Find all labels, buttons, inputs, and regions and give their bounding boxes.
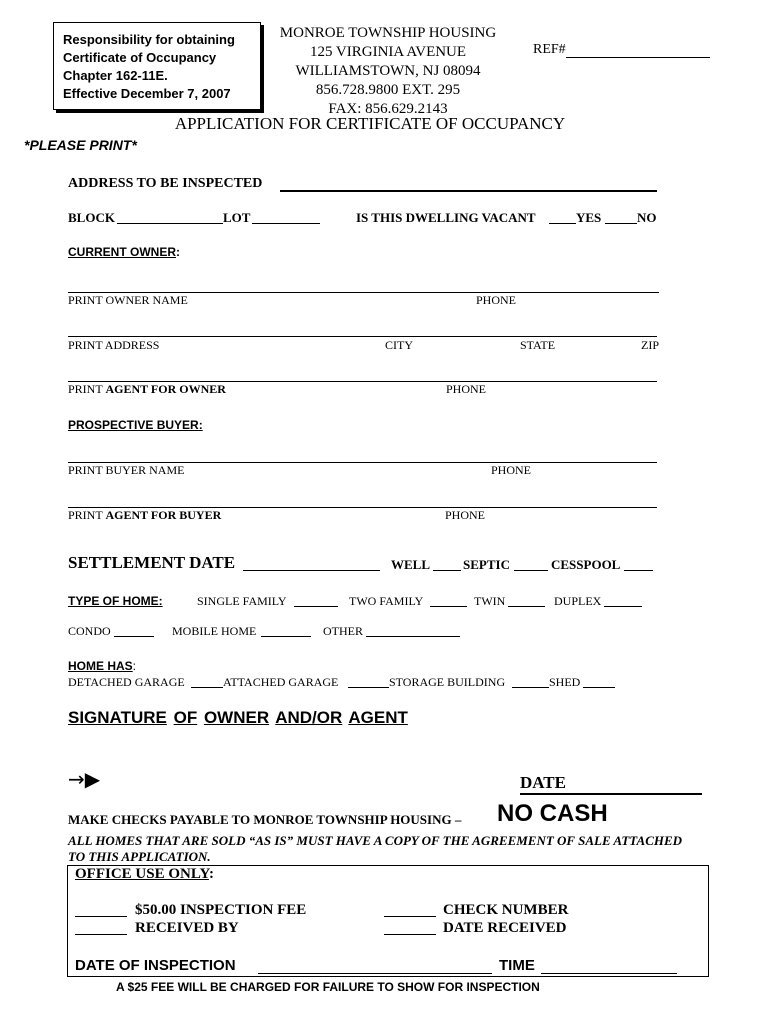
agency-street: 125 VIRGINIA AVENUE bbox=[309, 44, 467, 60]
owner-address-line bbox=[68, 336, 657, 337]
storage-building-label: STORAGE BUILDING bbox=[389, 675, 506, 689]
agency-fax: FAX: 856.629.2143 bbox=[328, 101, 448, 117]
agency-phone: 856.728.9800 EXT. 295 bbox=[315, 82, 461, 98]
date-received-line[interactable] bbox=[384, 934, 436, 935]
owner-address-label: PRINT ADDRESS bbox=[68, 338, 160, 352]
owner-agent-text: AGENT FOR OWNER bbox=[105, 382, 226, 396]
ref-input[interactable] bbox=[566, 42, 710, 58]
other-line bbox=[366, 636, 460, 637]
single-family-label: SINGLE FAMILY bbox=[197, 594, 287, 608]
owner-agent-input[interactable] bbox=[68, 365, 657, 381]
buyer-agent-input[interactable] bbox=[68, 491, 657, 507]
vacant-yes-line[interactable] bbox=[549, 223, 576, 224]
owner-agent-label bbox=[68, 382, 226, 397]
two-family-line[interactable] bbox=[430, 606, 467, 607]
home-has-colon: : bbox=[132, 659, 137, 673]
signature-word-3: OWNER bbox=[203, 708, 270, 727]
signature-word-2: OF bbox=[173, 708, 198, 727]
date-of-inspection-label: DATE OF INSPECTION bbox=[75, 957, 236, 974]
duplex-label: DUPLEX bbox=[554, 594, 602, 608]
attached-garage-label: ATTACHED GARAGE bbox=[223, 675, 339, 689]
address-input[interactable] bbox=[280, 174, 657, 190]
buyer-name-input[interactable] bbox=[68, 446, 657, 462]
responsibility-line-2: Certificate of Occupancy bbox=[63, 50, 217, 65]
block-line bbox=[117, 223, 223, 224]
lot-label: LOT bbox=[223, 210, 251, 225]
checks-payable-text: MAKE CHECKS PAYABLE TO MONROE TOWNSHIP HOUSING – bbox=[68, 812, 462, 827]
current-owner-colon: : bbox=[176, 245, 180, 259]
other-input[interactable] bbox=[366, 621, 460, 637]
cesspool-line[interactable] bbox=[624, 570, 653, 571]
buyer-phone-label: PHONE bbox=[491, 463, 532, 477]
signature-date-label: DATE bbox=[520, 773, 566, 792]
signature-input[interactable] bbox=[96, 776, 496, 792]
owner-phone-label: PHONE bbox=[476, 293, 517, 307]
signature-date-line[interactable] bbox=[520, 793, 702, 795]
signature-word-4: AND/OR bbox=[275, 708, 343, 727]
owner-name-input[interactable] bbox=[68, 276, 659, 292]
address-line bbox=[280, 190, 657, 192]
prospective-buyer-heading: PROSPECTIVE BUYER: bbox=[68, 418, 203, 432]
settlement-input[interactable] bbox=[243, 555, 380, 571]
agency-city: WILLIAMSTOWN, NJ 08094 bbox=[295, 63, 481, 79]
settlement-label: SETTLEMENT DATE bbox=[68, 553, 236, 572]
twin-label: TWIN bbox=[474, 594, 506, 608]
two-family-label: TWO FAMILY bbox=[349, 594, 424, 608]
ref-line bbox=[566, 57, 710, 58]
condo-label: CONDO bbox=[68, 624, 111, 638]
responsibility-line-4: Effective December 7, 2007 bbox=[63, 86, 231, 101]
well-line[interactable] bbox=[433, 570, 461, 571]
check-number-line[interactable] bbox=[384, 916, 436, 917]
mobile-home-line[interactable] bbox=[261, 636, 311, 637]
office-use-colon: : bbox=[208, 866, 214, 882]
shed-line[interactable] bbox=[583, 687, 615, 688]
agency-name: MONROE TOWNSHIP HOUSING bbox=[279, 25, 497, 41]
check-number-label: CHECK NUMBER bbox=[443, 902, 569, 918]
signature-heading bbox=[68, 708, 408, 728]
time-label: TIME bbox=[499, 957, 535, 974]
office-use-heading-text: OFFICE USE ONLY bbox=[75, 866, 209, 882]
time-input[interactable] bbox=[541, 957, 677, 973]
ref-label: REF# bbox=[533, 42, 566, 57]
duplex-line[interactable] bbox=[604, 606, 642, 607]
vacant-yes-label: YES bbox=[576, 210, 602, 225]
buyer-name-label: PRINT BUYER NAME bbox=[68, 463, 185, 477]
block-label: BLOCK bbox=[68, 210, 115, 225]
detached-garage-line[interactable] bbox=[191, 687, 223, 688]
vacant-no-label: NO bbox=[637, 210, 657, 225]
date-received-label: DATE RECEIVED bbox=[443, 920, 567, 936]
shed-label: SHED bbox=[549, 675, 581, 689]
form-title: APPLICATION FOR CERTIFICATE OF OCCUPANCY bbox=[174, 114, 566, 133]
as-is-line-2: TO THIS APPLICATION. bbox=[68, 849, 211, 864]
owner-agent-phone-label: PHONE bbox=[446, 382, 487, 396]
received-by-line[interactable] bbox=[75, 934, 127, 935]
lot-line bbox=[252, 223, 320, 224]
buyer-agent-phone-label: PHONE bbox=[445, 508, 486, 522]
current-owner-heading-text: CURRENT OWNER bbox=[68, 245, 176, 259]
owner-state-label: STATE bbox=[520, 338, 556, 352]
please-print: *PLEASE PRINT* bbox=[24, 137, 137, 153]
owner-address-input[interactable] bbox=[68, 320, 657, 336]
agency-header bbox=[268, 24, 508, 119]
time-line bbox=[541, 973, 677, 974]
vacant-label: IS THIS DWELLING VACANT bbox=[356, 210, 536, 225]
date-of-inspection-line bbox=[258, 973, 492, 974]
current-owner-heading bbox=[68, 245, 180, 259]
buyer-agent-prefix: PRINT bbox=[68, 508, 106, 522]
no-show-fee-notice: A $25 FEE WILL BE CHARGED FOR FAILURE TO SHOW FOR INSPECTION bbox=[116, 980, 540, 994]
owner-zip-label: ZIP bbox=[641, 338, 659, 352]
condo-line[interactable] bbox=[114, 636, 154, 637]
cesspool-label: CESSPOOL bbox=[551, 557, 621, 572]
buyer-agent-text: AGENT FOR BUYER bbox=[105, 508, 222, 522]
type-of-home-heading: TYPE OF HOME: bbox=[68, 594, 163, 608]
well-label: WELL bbox=[391, 557, 431, 572]
vacant-no-line[interactable] bbox=[605, 223, 637, 224]
signature-word-5: AGENT bbox=[348, 708, 408, 727]
mobile-home-label: MOBILE HOME bbox=[172, 624, 257, 638]
storage-building-line[interactable] bbox=[512, 687, 549, 688]
single-family-line[interactable] bbox=[294, 606, 338, 607]
as-is-line-1: ALL HOMES THAT ARE SOLD “AS IS” MUST HAVE A COPY OF THE AGREEMENT OF SALE ATTACHED bbox=[68, 833, 683, 848]
detached-garage-label: DETACHED GARAGE bbox=[68, 675, 185, 689]
other-label: OTHER bbox=[323, 624, 363, 638]
attached-garage-line[interactable] bbox=[348, 687, 389, 688]
date-of-inspection-input[interactable] bbox=[258, 957, 492, 973]
signature-arrow-icon: →▶ bbox=[68, 767, 101, 791]
no-cash-text: NO CASH bbox=[497, 800, 608, 827]
home-has-heading bbox=[68, 659, 136, 673]
received-by-label: RECEIVED BY bbox=[135, 920, 239, 936]
owner-agent-prefix: PRINT bbox=[68, 382, 106, 396]
septic-line[interactable] bbox=[514, 570, 548, 571]
home-has-heading-text: HOME HAS bbox=[68, 659, 133, 673]
inspection-fee-line[interactable] bbox=[75, 916, 127, 917]
signature-word-1: SIGNATURE bbox=[68, 708, 167, 727]
septic-label: SEPTIC bbox=[463, 557, 510, 572]
inspection-fee-label: $50.00 INSPECTION FEE bbox=[135, 902, 307, 918]
owner-name-label: PRINT OWNER NAME bbox=[68, 293, 188, 307]
settlement-line bbox=[243, 570, 380, 571]
owner-city-label: CITY bbox=[385, 338, 413, 352]
office-use-heading bbox=[75, 866, 214, 883]
responsibility-line-1: Responsibility for obtaining bbox=[63, 32, 235, 47]
responsibility-line-3: Chapter 162-11E. bbox=[63, 68, 168, 83]
buyer-agent-label bbox=[68, 508, 221, 523]
responsibility-box bbox=[53, 22, 261, 110]
twin-line[interactable] bbox=[508, 606, 545, 607]
address-label: ADDRESS TO BE INSPECTED bbox=[68, 176, 263, 191]
